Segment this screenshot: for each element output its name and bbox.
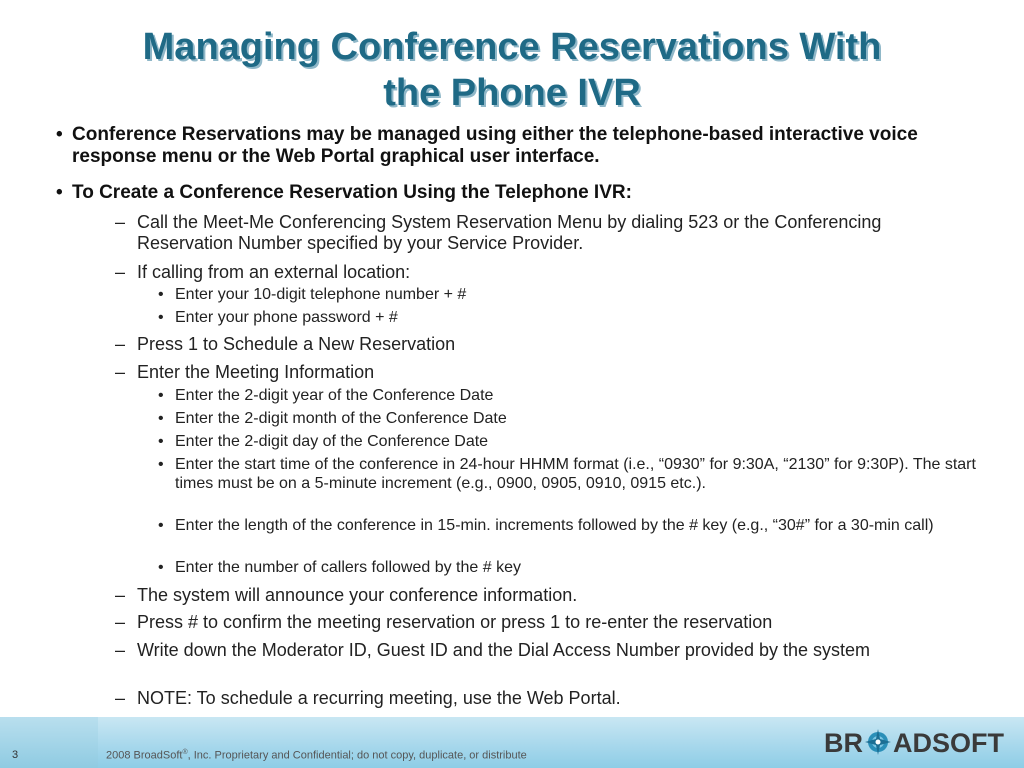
substep-enter-phone-number: [158, 285, 998, 304]
bullet-text: To Create a Conference Reservation Using the Telephone IVR:: [72, 182, 632, 203]
bullet-manage-options: [56, 124, 936, 168]
bullet-dot-icon: •: [158, 387, 164, 404]
substep-text: Enter the 2-digit year of the Conference Date: [175, 387, 494, 404]
bullet-dot-icon: •: [158, 517, 164, 534]
substep-text: Enter the 2-digit day of the Conference Date: [175, 433, 489, 450]
substep-text: Enter the 2-digit month of the Conference Date: [175, 410, 507, 427]
copyright-text-rest: , Inc. Proprietary and Confidential; do not copy, duplicate, or distribute: [187, 749, 527, 762]
step-text: Call the Meet-Me Conferencing System Reservation Menu by dialing 523 or the Conferencing Reservation Number specified by your Service Provider.: [137, 212, 882, 253]
bullet-dot-icon: •: [158, 456, 164, 473]
dash-icon: –: [115, 640, 126, 660]
dash-icon: –: [115, 212, 126, 232]
bullet-dot-icon: •: [56, 124, 63, 145]
slide-title-line-1: Managing Conference Reservations With: [142, 26, 882, 68]
bullet-create-reservation: [56, 182, 936, 204]
logo-text-left: BR: [824, 728, 863, 758]
substep-text: Enter the number of callers followed by the # key: [175, 559, 521, 576]
bullet-dot-icon: •: [158, 559, 164, 576]
copyright-text: 2008 BroadSoft: [106, 749, 183, 762]
step-external-location: [115, 262, 995, 283]
step-enter-meeting-info: [115, 362, 995, 383]
step-text: The system will announce your conference information.: [137, 585, 578, 605]
substep-day: [158, 432, 998, 451]
broadsoft-logo: [824, 728, 1004, 758]
step-text: Press # to confirm the meeting reservation or press 1 to re-enter the reservation: [137, 612, 773, 632]
step-text: Write down the Moderator ID, Guest ID and the Dial Access Number provided by the system: [137, 640, 870, 660]
substep-text: Enter the length of the conference in 15-min. increments followed by the # key (e.g., “30#” for a 30-min call): [175, 517, 934, 534]
dash-icon: –: [115, 585, 126, 605]
slide-title-line-2: the Phone IVR: [383, 72, 641, 114]
copyright-notice: [106, 749, 527, 762]
substep-length: [158, 516, 998, 535]
bullet-text: Conference Reservations may be managed using either the telephone-based interactive voice response menu or the Web Portal graphical user interface.: [72, 124, 918, 167]
dash-icon: –: [115, 334, 126, 354]
step-press-1: [115, 334, 995, 355]
bullet-dot-icon: •: [158, 286, 164, 303]
step-write-down-ids: [115, 640, 945, 661]
substep-callers: [158, 558, 998, 577]
dash-icon: –: [115, 262, 126, 282]
dash-icon: –: [115, 688, 126, 708]
logo-star-icon: [863, 729, 893, 755]
step-confirm: [115, 612, 995, 633]
substep-year: [158, 386, 998, 405]
step-announce: [115, 585, 995, 606]
substep-text: Enter your phone password + #: [175, 309, 398, 326]
registered-mark: ®: [182, 749, 188, 756]
step-call-menu: [115, 212, 905, 254]
substep-start-time: [158, 455, 998, 493]
substep-text: Enter your 10-digit telephone number + #: [175, 286, 467, 303]
substep-text: Enter the start time of the conference in 24-hour HHMM format (i.e., “0930” for 9:30A, “2130” for 9:30P). The start times must be on a 5-minute increment (e.g., 0900, 0905, 0910, 0915 etc.).: [175, 456, 976, 492]
bullet-dot-icon: •: [158, 309, 164, 326]
substep-enter-password: [158, 308, 998, 327]
bullet-dot-icon: •: [56, 182, 63, 203]
bullet-dot-icon: •: [158, 410, 164, 427]
page-number: 3: [12, 749, 19, 761]
logo-text-right: ADSOFT: [893, 728, 1004, 758]
substep-month: [158, 409, 998, 428]
bullet-dot-icon: •: [158, 433, 164, 450]
step-recurring-note: [115, 688, 995, 709]
step-text: If calling from an external location:: [137, 262, 411, 282]
step-text: NOTE: To schedule a recurring meeting, use the Web Portal.: [137, 688, 621, 708]
step-text: Enter the Meeting Information: [137, 362, 375, 382]
dash-icon: –: [115, 362, 126, 382]
step-text: Press 1 to Schedule a New Reservation: [137, 334, 456, 354]
dash-icon: –: [115, 612, 126, 632]
